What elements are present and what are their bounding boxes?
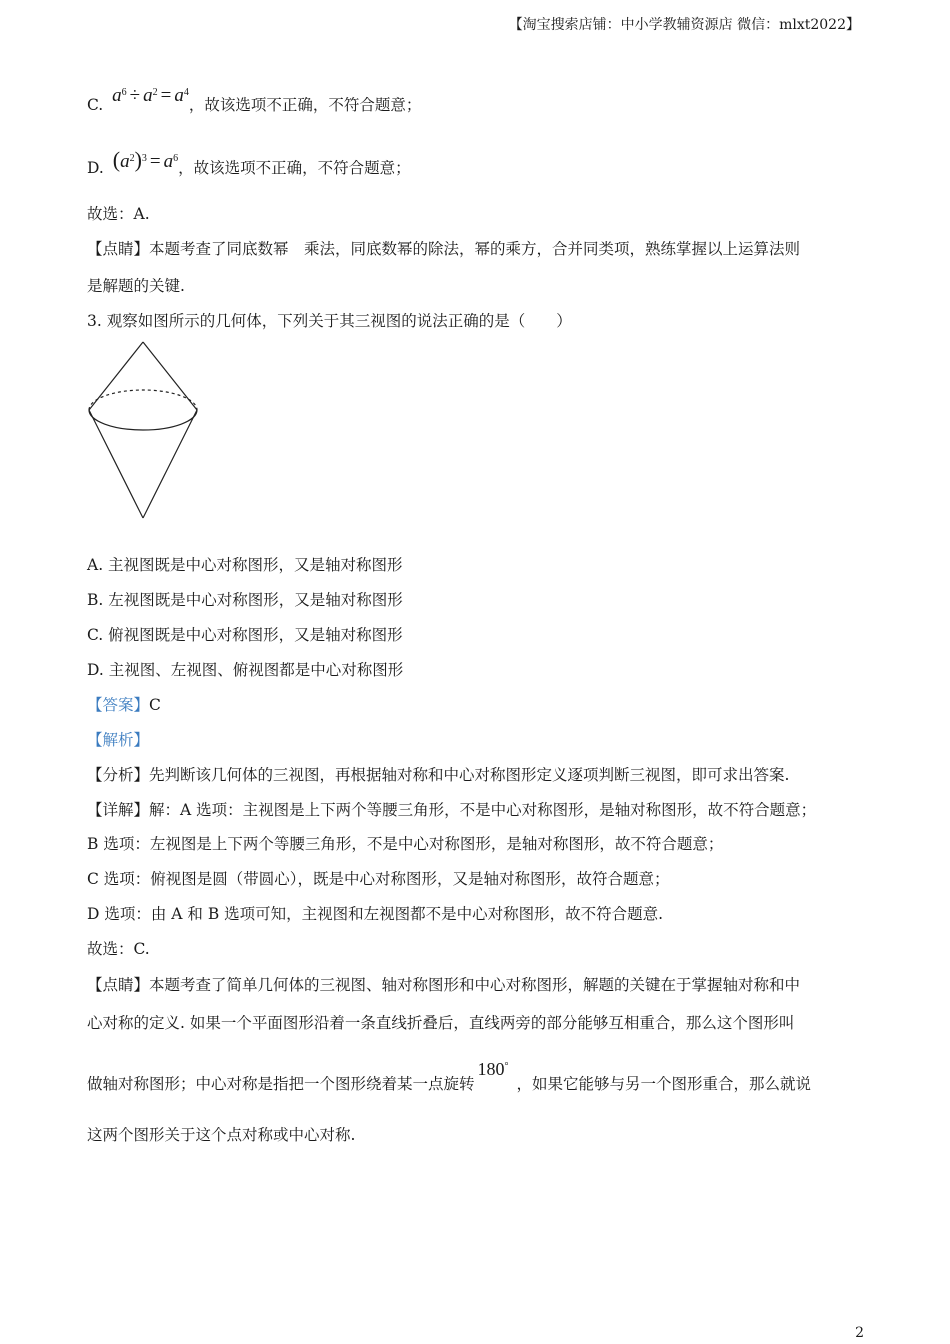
analysis-label: 【解析】: [87, 731, 150, 749]
math-expression: $a^6 \div a^2 = a^4$: [112, 85, 189, 106]
lower-cone-right-edge: [143, 410, 197, 518]
answer-line: [87, 693, 161, 715]
comment-line-4: 这两个图形关于这个点对称或中心对称.: [87, 1126, 356, 1144]
lower-cone-left-edge: [89, 410, 143, 518]
final-choice: 故选：C.: [87, 940, 150, 958]
option-text: ，故该选项不正确，不符合题意；: [178, 159, 411, 177]
page-header: 【淘宝搜索店铺：中小学教辅资源店 微信：mlxt2022】: [508, 17, 860, 33]
option-c: C. 俯视图既是中心对称图形，又是轴对称图形: [87, 626, 403, 644]
analysis-detail-d: D 选项：由 A 和 B 选项可知，主视图和左视图都不是中心对称图形，故不符合题意.: [87, 905, 664, 923]
analysis-fenxi: 【分析】先判断该几何体的三视图，再根据轴对称和中心对称图形定义逐项判断三视图，即可求出答案.: [87, 766, 790, 784]
option-b: B. 左视图既是中心对称图形，又是轴对称图形: [87, 591, 403, 609]
page-number: 2: [855, 1325, 864, 1341]
option-label: D.: [87, 159, 104, 177]
option-a: A. 主视图既是中心对称图形，又是轴对称图形: [87, 556, 403, 574]
comment-line-3: 做轴对称图形；中心对称是指把一个图形绕着某一点旋转180°，如果它能够与另一个图形重合，那么就说: [87, 1059, 812, 1093]
answer-label: 【答案】: [87, 696, 150, 714]
ellipse-front: [89, 410, 197, 430]
prev-choice: 故选：A.: [87, 205, 150, 223]
analysis-detail-c: C 选项：俯视图是圆（带圆心），既是中心对称图形，又是轴对称图形，故符合题意；: [87, 870, 670, 888]
option-text: ，故该选项不正确，不符合题意；: [188, 96, 422, 114]
ellipse-back-dashed: [89, 390, 197, 410]
double-cone-figure: [85, 338, 205, 523]
question-3-stem: 3. 观察如图所示的几何体，下列关于其三视图的说法正确的是（ ）: [87, 312, 572, 330]
prev-option-c: [87, 85, 422, 116]
answer-value: C: [149, 696, 161, 714]
math-expression: $(a^2)^3 = a^6$: [112, 147, 179, 172]
option-label: C.: [87, 96, 104, 114]
comment-line-2: 心对称的定义. 如果一个平面图形沿着一条直线折叠后，直线两旁的部分能够互相重合，那么这个图形叫: [87, 1014, 795, 1032]
prev-comment-line-1: 【点睛】本题考查了同底数幂 乘法，同底数幂的除法，幂的乘方，合并同类项，熟练掌握以上运算法则: [87, 240, 801, 258]
prev-option-d: [87, 147, 411, 179]
analysis-detail-a: 【详解】解：A 选项：主视图是上下两个等腰三角形，不是中心对称图形，是轴对称图形，故不符合题意；: [87, 801, 817, 819]
comment-line-1: 【点睛】本题考查了简单几何体的三视图、轴对称图形和中心对称图形，解题的关键在于掌握轴对称和中: [87, 976, 801, 994]
prev-comment-line-2: 是解题的关键.: [87, 277, 185, 295]
analysis-detail-b: B 选项：左视图是上下两个等腰三角形，不是中心对称图形，是轴对称图形，故不符合题意；: [87, 835, 724, 853]
option-d: D. 主视图、左视图、俯视图都是中心对称图形: [87, 661, 404, 679]
degree-value: 180°: [477, 1059, 509, 1079]
